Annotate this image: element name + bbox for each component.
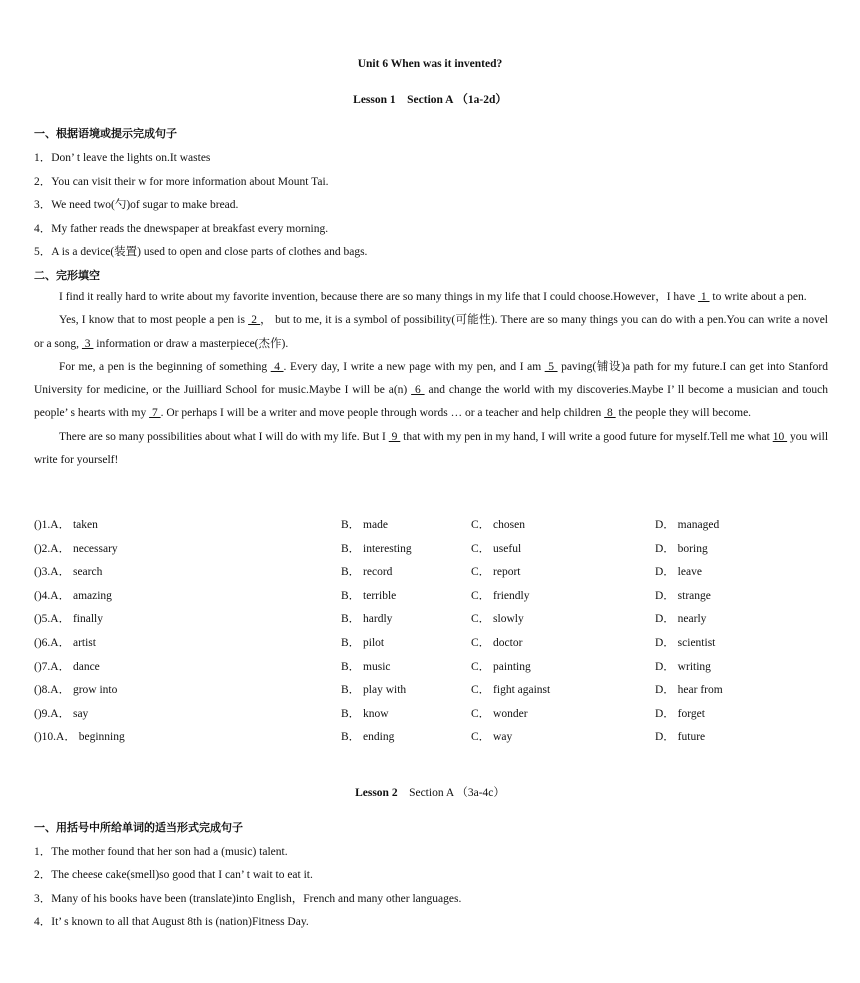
lesson2-header — [0, 784, 860, 800]
option-row-3 — [34, 563, 828, 579]
option-2-b[interactable]: B． interesting — [341, 542, 412, 555]
option-row-9 — [34, 705, 828, 721]
option-row-1 — [34, 516, 828, 532]
option-row-6 — [34, 634, 828, 650]
option-2-c[interactable]: C． useful — [471, 542, 522, 555]
option-row-5 — [34, 610, 828, 626]
lesson1-range: （1a-2d） — [456, 94, 507, 106]
lesson1-header — [0, 91, 860, 107]
blank-10[interactable]: 10 — [772, 430, 788, 443]
option-10-b[interactable]: B． ending — [341, 731, 395, 744]
part1-item-3: 3．We need two(勺)of sugar to make bread. — [34, 199, 239, 211]
passage-paragraph-1: I find it really hard to write about my favorite invention, because there are so many things in my life that I could choose.However，I have 1 to write about a pen. — [59, 291, 807, 303]
option-8-a[interactable]: ()8.A． grow into — [34, 684, 118, 697]
blank-4[interactable]: 4 — [270, 360, 284, 373]
option-1-d[interactable]: D． managed — [655, 519, 720, 531]
lesson2-range: （3a-4c） — [456, 787, 505, 799]
blank-3[interactable]: 3 — [81, 337, 94, 350]
option-row-8 — [34, 681, 828, 697]
option-4-b[interactable]: B． terrible — [341, 589, 397, 602]
option-1-c[interactable]: C． chosen — [471, 519, 525, 531]
option-6-d[interactable]: D． scientist — [655, 637, 716, 649]
option-10-a[interactable]: ()10.A． beginning — [34, 731, 125, 744]
option-4-a[interactable]: ()4.A． amazing — [34, 589, 112, 602]
option-9-b[interactable]: B． know — [341, 707, 389, 720]
lesson2-section: Section A — [409, 787, 454, 799]
option-7-d[interactable]: D． writing — [655, 660, 711, 673]
option-row-2 — [34, 540, 828, 556]
option-row-10 — [34, 728, 828, 744]
option-8-c[interactable]: C． fight against — [471, 684, 551, 697]
blank-9[interactable]: 9 — [388, 430, 401, 443]
option-5-d[interactable]: D． nearly — [655, 613, 707, 626]
part3-heading: 一、用括号中所给单词的适当形式完成句子 — [34, 821, 243, 834]
option-9-c[interactable]: C． wonder — [471, 707, 528, 720]
passage-paragraph-4: There are so many possibilities about what I will do with my life. But I 9 that with my pen in my hand, I will write a good future for myself.Tell me what 10 you will write for yourself! — [34, 430, 829, 467]
blank-5[interactable]: 5 — [544, 360, 558, 373]
part1-item-1: 1．Don’ t leave the lights on.It wastes — [34, 152, 211, 164]
part3-item-3: 3．Many of his books have been (translate)into English，French and many other languages. — [34, 893, 462, 905]
option-1-a[interactable]: ()1.A． taken — [34, 519, 98, 531]
option-10-c[interactable]: C． way — [471, 731, 513, 744]
option-row-7 — [34, 658, 828, 674]
option-5-a[interactable]: ()5.A． finally — [34, 613, 103, 626]
part3-item-4: 4．It’ s known to all that August 8th is (nation)Fitness Day. — [34, 916, 309, 928]
option-3-d[interactable]: D． leave — [655, 566, 702, 579]
unit-title: Unit 6 When was it invented? — [357, 58, 503, 70]
option-5-b[interactable]: B． hardly — [341, 613, 393, 626]
part3-item-1: 1．The mother found that her son had a (music) talent. — [34, 846, 288, 858]
blank-6[interactable]: 6 — [411, 384, 425, 397]
part1-heading: 一、根据语境或提示完成句子 — [34, 127, 177, 140]
lesson2-label: Lesson 2 — [355, 787, 398, 799]
option-3-c[interactable]: C． report — [471, 566, 521, 579]
blank-2[interactable]: 2 — [248, 314, 261, 327]
option-9-d[interactable]: D． forget — [655, 707, 705, 720]
lesson1-section: Section A — [407, 94, 454, 106]
blank-7[interactable]: 7 — [149, 407, 161, 420]
option-2-d[interactable]: D． boring — [655, 542, 708, 555]
option-6-c[interactable]: C． doctor — [471, 637, 523, 649]
option-5-c[interactable]: C． slowly — [471, 613, 524, 626]
option-3-b[interactable]: B． record — [341, 566, 393, 579]
option-8-b[interactable]: B． play with — [341, 684, 407, 697]
option-7-c[interactable]: C． painting — [471, 660, 531, 673]
option-10-d[interactable]: D． future — [655, 731, 706, 744]
part1-item-2: 2．You can visit their w for more information about Mount Tai. — [34, 176, 329, 188]
part3-item-2: 2．The cheese cake(smell)so good that I can’ t wait to eat it. — [34, 869, 313, 881]
option-6-a[interactable]: ()6.A． artist — [34, 637, 96, 649]
part1-item-4: 4．My father reads the dnewspaper at breakfast every morning. — [34, 223, 329, 235]
option-row-4 — [34, 587, 828, 603]
option-1-b[interactable]: B． made — [341, 519, 388, 531]
option-9-a[interactable]: ()9.A． say — [34, 707, 89, 720]
option-4-d[interactable]: D． strange — [655, 589, 711, 602]
blank-8[interactable]: 8 — [604, 407, 616, 420]
blank-1[interactable]: 1 — [698, 291, 710, 303]
passage-paragraph-2: Yes, I know that to most people a pen is 2 ， but to me, it is a symbol of possibility(可能性). There are so many things you can do with a pen.You can write a novel or a song, 3 information or draw a masterpiece(杰作). — [34, 314, 828, 350]
part2-heading: 二、完形填空 — [34, 269, 100, 282]
option-7-a[interactable]: ()7.A． dance — [34, 660, 100, 673]
option-4-c[interactable]: C． friendly — [471, 589, 530, 602]
part1-item-5: 5．A is a device(装置) used to open and close parts of clothes and bags. — [34, 246, 368, 258]
cloze-passage — [34, 286, 828, 472]
option-8-d[interactable]: D． hear from — [655, 684, 723, 697]
option-3-a[interactable]: ()3.A． search — [34, 566, 103, 579]
option-6-b[interactable]: B． pilot — [341, 637, 385, 649]
option-7-b[interactable]: B． music — [341, 660, 391, 673]
passage-paragraph-3: For me, a pen is the beginning of something 4 . Every day, I write a new page with my pen, and I am 5 paving(铺设)a path for my future.I can get into Stanford University for medicine, or the Juilliard School for music.Maybe I will be a(n) 6 and change the world with my discoveries.Maybe I’ ll become a musician and touch people’ s hearts with my 7 . Or perhaps I will be a writer and move people through words … or a teacher and help children 8 the people they will become. — [34, 360, 829, 420]
option-2-a[interactable]: ()2.A． necessary — [34, 542, 118, 555]
lesson1-label: Lesson 1 — [353, 94, 396, 106]
